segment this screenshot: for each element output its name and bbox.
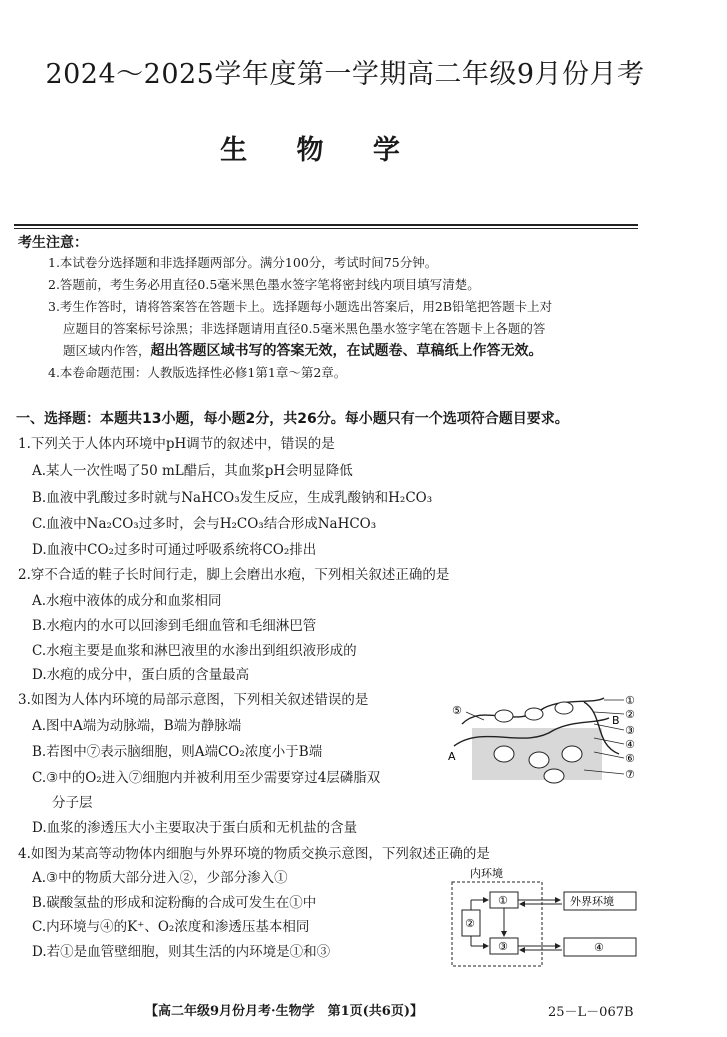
q4-stem: 4.如图为某高等动物体内细胞与外界环境的物质交换示意图，下列叙述正确的是	[18, 846, 490, 862]
q3-label-1: ①	[625, 694, 635, 707]
q1-option-b: B.血液中乳酸过多时就与NaHCO₃发生反应，生成乳酸钠和H₂CO₃	[32, 490, 433, 506]
q4-internal-env-title: 内环境	[470, 867, 503, 880]
q2-option-c: C.水疱主要是血浆和淋巴液里的水渗出到组织液形成的	[32, 643, 357, 659]
q4-option-d: D.若①是血管壁细胞，则其生活的内环境是①和③	[32, 944, 331, 960]
q2-option-b: B.水疱内的水可以回渗到毛细血管和毛细淋巴管	[32, 618, 317, 634]
page-footer: 【高二年级9月份月考·生物学 第1页(共6页)】	[145, 1004, 423, 1019]
notice-item-3-cont: 应题目的答案标号涂黑；非选择题请用直径0.5毫米黑色墨水签字笔在答题卡上各题的答	[63, 321, 546, 336]
q3-end-a: A	[448, 750, 456, 763]
notice-item-2: 2.答题前，考生务必用直径0.5毫米黑色墨水签字笔将密封线内项目填写清楚。	[48, 277, 480, 292]
q3-option-c-cont: 分子层	[52, 795, 93, 811]
q2-option-d: D.水疱的成分中，蛋白质的含量最高	[32, 667, 250, 683]
exam-title: 2024～2025学年度第一学期高二年级9月份月考	[45, 59, 645, 90]
notice-heading: 考生注意：	[18, 235, 88, 251]
q3-stem: 3.如图为人体内环境的局部示意图，下列相关叙述错误的是	[18, 692, 369, 708]
q3-blood-cell	[525, 708, 543, 720]
q4-node-1-label: ①	[498, 894, 508, 907]
q3-blood-cell	[495, 710, 513, 722]
q1-stem: 1.下列关于人体内环境中pH调节的叙述中，错误的是	[18, 436, 335, 452]
q2-stem: 2.穿不合适的鞋子长时间行走，脚上会磨出水疱，下列相关叙述正确的是	[18, 567, 450, 583]
q3-end-b: B	[612, 714, 620, 727]
header-rule-thin	[14, 228, 638, 229]
q1-option-a: A.某人一次性喝了50 mL醋后，其血浆pH会明显降低	[32, 463, 353, 479]
exam-code: 25－L－067B	[548, 1005, 634, 1020]
notice-emphasis: 超出答题区域书写的答案无效，在试题卷、草稿纸上作答无效。	[150, 343, 543, 359]
q3-option-d: D.血浆的渗透压大小主要取决于蛋白质和无机盐的含量	[32, 820, 358, 836]
q3-label-3: ③	[625, 724, 635, 737]
q3-tissue-cell	[544, 769, 564, 783]
notice-item-3-end: 题区域内作答，超出答题区域书写的答案无效，在试题卷、草稿纸上作答无效。	[63, 343, 543, 359]
q4-figure	[448, 864, 648, 968]
notice-item-3: 3.考生作答时，请将答案答在答题卡上。选择题每小题选出答案后，用2B铅笔把答题卡上对	[48, 299, 553, 314]
q4-node-2-label: ②	[465, 917, 475, 930]
q3-tissue-cell	[562, 746, 582, 762]
q3-tissue-cell	[529, 752, 549, 768]
q2-option-a: A.水疱中液体的成分和血浆相同	[32, 593, 222, 609]
q3-figure	[444, 694, 644, 786]
q3-option-c: C.③中的O₂进入⑦细胞内并被利用至少需要穿过4层磷脂双	[32, 770, 381, 786]
q3-label-4: ④	[625, 738, 635, 751]
notice-item-1: 1.本试卷分选择题和非选择题两部分。满分100分，考试时间75分钟。	[48, 255, 438, 270]
q4-option-c: C.内环境与④的K⁺、O₂浓度和渗透压基本相同	[32, 919, 310, 935]
subject-title: 生 物 学	[220, 135, 420, 166]
q4-option-a: A.③中的物质大部分进入②，少部分渗入①	[32, 870, 288, 886]
q3-label-7: ⑦	[625, 768, 635, 781]
q3-option-b: B.若图中⑦表示脑细胞，则A端CO₂浓度小于B端	[32, 744, 323, 760]
q3-label-2: ②	[625, 708, 635, 721]
q4-external-env-label: 外界环境	[570, 895, 614, 908]
q1-option-c: C.血液中Na₂CO₃过多时，会与H₂CO₃结合形成NaHCO₃	[32, 516, 377, 532]
q1-option-d: D.血液中CO₂过多时可通过呼吸系统将CO₂排出	[32, 542, 317, 558]
q3-tissue-cell	[494, 746, 514, 762]
q3-blood-cell	[555, 702, 573, 714]
q4-node-3-label: ③	[498, 940, 508, 953]
q4-option-b: B.碳酸氢盐的形成和淀粉酶的合成可发生在①中	[32, 895, 317, 911]
header-rule	[14, 224, 638, 226]
q3-label-5: ⑤	[452, 704, 462, 717]
q3-label-6: ⑥	[625, 752, 635, 765]
q4-node-4-label: ④	[594, 941, 604, 954]
notice-item-4: 4.本卷命题范围：人教版选择性必修1第1章～第2章。	[48, 365, 347, 380]
section-heading: 一、选择题：本题共13小题，每小题2分，共26分。每小题只有一个选项符合题目要求。	[16, 411, 569, 427]
q3-option-a: A.图中A端为动脉端，B端为静脉端	[32, 718, 242, 734]
